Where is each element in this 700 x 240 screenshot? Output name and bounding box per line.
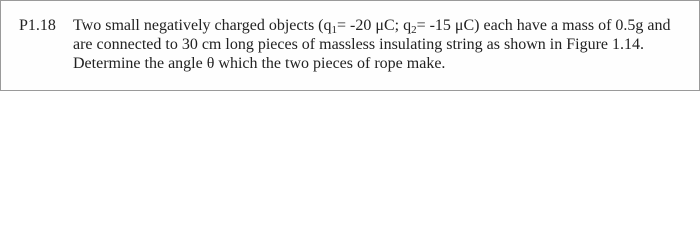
line-1-after: = -15 μC) each have a mass of 0.5g and bbox=[416, 17, 671, 34]
line-1-before: Two small negatively charged objects (q bbox=[73, 17, 332, 34]
problem-statement bbox=[73, 16, 671, 73]
problem-block bbox=[0, 0, 700, 91]
problem-line-1 bbox=[73, 16, 671, 35]
charge-subscript-2: 2 bbox=[411, 24, 417, 36]
charge-subscript-1: 1 bbox=[331, 24, 338, 36]
line-1-middle: = -20 μC; q bbox=[337, 17, 412, 34]
problem-line-2: are connected to 30 cm long pieces of massless insulating string as shown in Figure 1.14. bbox=[73, 36, 645, 53]
problem-line-3: Determine the angle θ which the two pieces of rope make. bbox=[73, 55, 446, 72]
problem-number: P1.18 bbox=[19, 17, 56, 34]
